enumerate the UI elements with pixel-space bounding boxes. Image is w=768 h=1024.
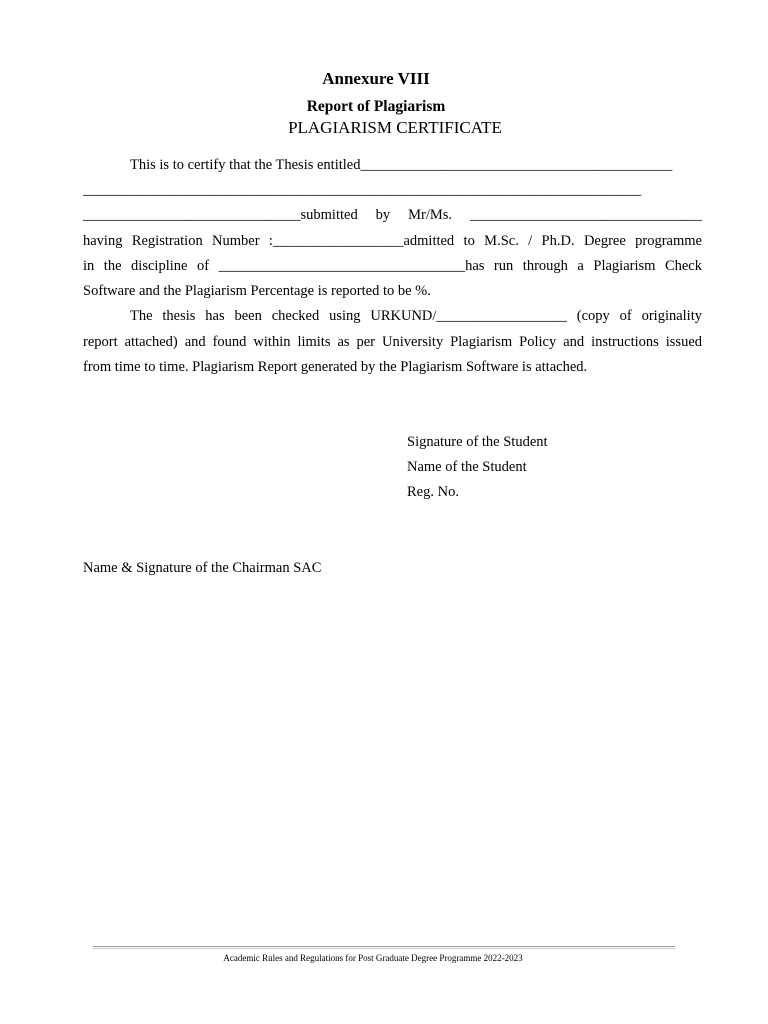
body-line-2: _____________________________________________________________________________ (83, 182, 642, 198)
chairman-signature-label: Name & Signature of the Chairman SAC (83, 560, 322, 576)
body-line-9: from time to time. Plagiarism Report generated by the Plagiarism Software is attached. (83, 359, 588, 375)
body-line-3: ______________________________submitted by Mr/Ms. ________________________________ (83, 207, 702, 223)
student-signature-label: Signature of the Student (407, 434, 548, 450)
footer-divider-shadow (93, 948, 675, 949)
student-name-label: Name of the Student (407, 459, 527, 475)
body-line-5: in the discipline of __________________________________has run through a Plagiarism Check (83, 258, 702, 274)
reg-no-label: Reg. No. (407, 484, 459, 500)
report-title: Report of Plagiarism (306, 98, 446, 115)
certificate-title: PLAGIARISM CERTIFICATE (288, 118, 502, 137)
body-line-8: report attached) and found within limits as per University Plagiarism Policy and instructions issued (83, 334, 702, 350)
body-line-6: Software and the Plagiarism Percentage is reported to be %. (83, 283, 431, 299)
body-line-4: having Registration Number :__________________admitted to M.Sc. / Ph.D. Degree programme (83, 233, 702, 249)
footer-text: Academic Rules and Regulations for Post Graduate Degree Programme 2022-2023 (223, 953, 523, 963)
body-line-1: This is to certify that the Thesis entitled___________________________________________ (130, 157, 673, 173)
footer-divider (93, 946, 675, 947)
annexure-heading: Annexure VIII (322, 69, 430, 88)
body-line-7: The thesis has been checked using URKUND/__________________ (copy of originality (130, 308, 702, 324)
